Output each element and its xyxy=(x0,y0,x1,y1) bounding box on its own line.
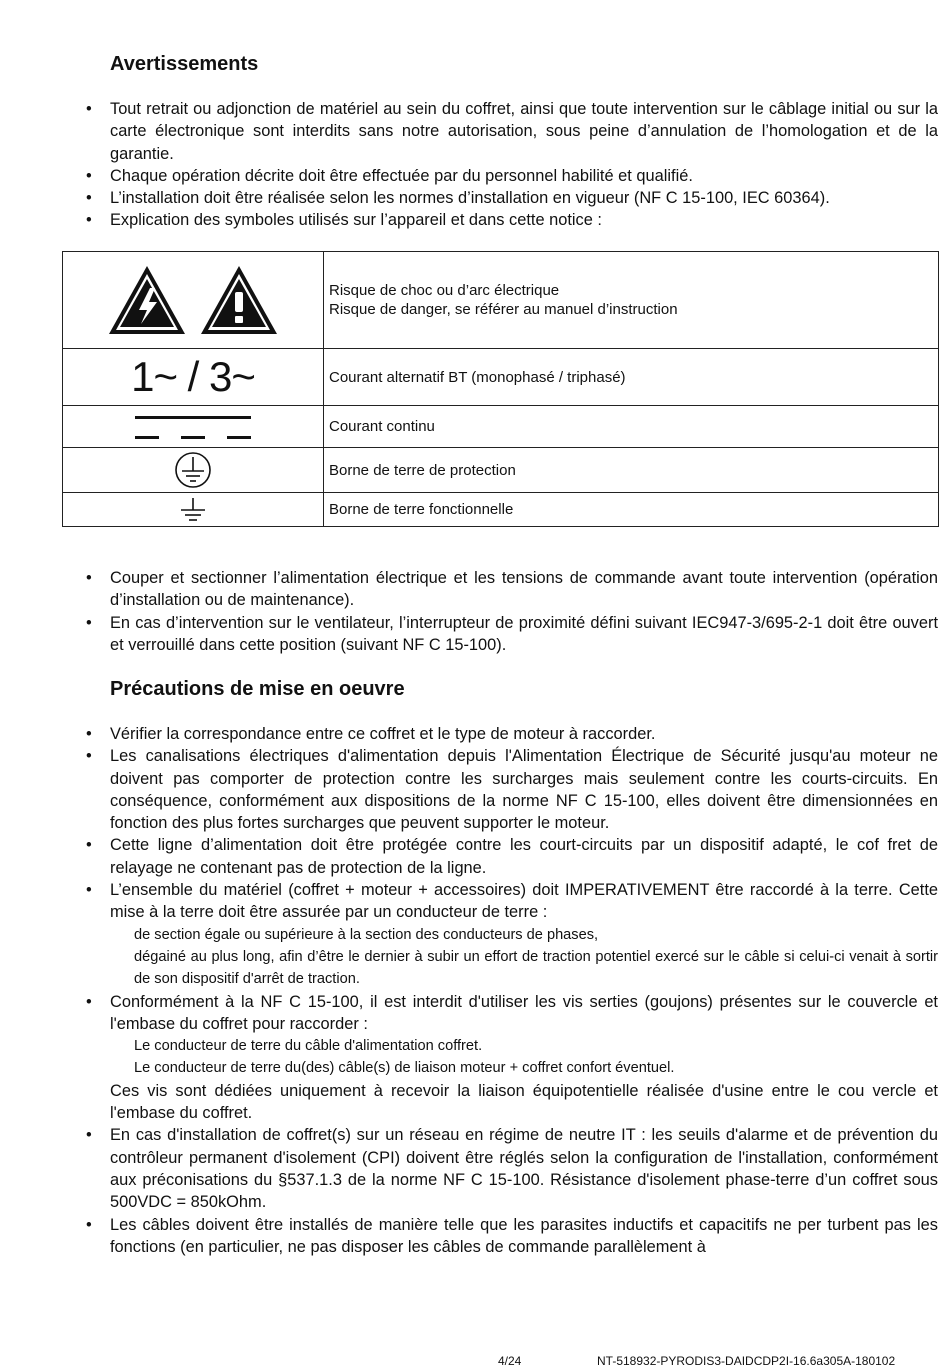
table-row xyxy=(63,406,939,448)
section-title-avertissements: Avertissements xyxy=(110,53,259,75)
list-item: • Les canalisations électriques d'alimentation depuis l'Alimentation Électrique de Sécurité jusqu'au moteur ne doivent pas comporter de protection contre les surcharges mais seulement contre les courts-circuits. En conséquence, conformément aux dispositions de la norme NF C 15-100, elles doivent être dimensionnées en fonction des plus fortes surcharges que peuvent supporter le moteur. xyxy=(86,745,938,834)
section-title-precautions: Précautions de mise en oeuvre xyxy=(110,678,405,700)
list-item: • L’installation doit être réalisée selon les normes d’installation en vigueur (NF C 15-100, IEC 60364). xyxy=(86,187,938,209)
symbol-description xyxy=(324,493,939,527)
symbol-description xyxy=(324,406,939,448)
sub-item: de section égale ou supérieure à la section des conducteurs de phases, xyxy=(134,926,599,943)
symbol-description xyxy=(324,252,939,349)
table-row xyxy=(63,493,939,527)
electric-shock-warning-icon xyxy=(107,264,187,336)
list-item: • Explication des symboles utilisés sur l’appareil et dans cette notice : xyxy=(86,209,938,231)
dc-current-icon xyxy=(133,412,253,442)
list-item: • Couper et sectionner l’alimentation électrique et les tensions de commande avant toute intervention (opération d’installation ou de maintenance). xyxy=(86,567,938,612)
description-line: Courant alternatif BT (monophasé / triphasé) xyxy=(329,368,626,386)
list-item: • En cas d’intervention sur le ventilateur, l’interrupteur de proximité défini suivant IEC947-3/695-2-1 doit être ouvert et verrouillé dans cette position (suivant NF C 15-100). xyxy=(86,612,938,657)
description-line: Risque de choc ou d’arc électrique xyxy=(329,282,560,299)
list-item-text: • L’ensemble du matériel (coffret + moteur + accessoires) doit IMPERATIVEMENT être raccordé à la terre. Cette mise à la terre doit être assurée par un conducteur de terre : xyxy=(110,881,938,922)
protective-earth-icon xyxy=(173,450,213,490)
footer-document-reference: NT-518932-PYRODIS3-DAIDCDP2I-16.6a305A-180102 xyxy=(597,1354,896,1368)
sub-item: Le conducteur de terre du(des) câble(s) de liaison moteur + coffret confort éventuel. xyxy=(134,1060,675,1077)
table-row xyxy=(63,349,939,406)
list-item: • Chaque opération décrite doit être effectuée par du personnel habilité et qualifié. xyxy=(86,165,938,187)
list-item xyxy=(86,991,938,1125)
ac-current-symbol: 1~ / 3~ xyxy=(131,353,255,400)
description-line: Risque de danger, se référer au manuel d’instruction xyxy=(329,301,678,318)
danger-warning-icon xyxy=(199,264,279,336)
list-item: • Vérifier la correspondance entre ce coffret et le type de moteur à raccorder. xyxy=(86,723,938,745)
functional-earth-icon xyxy=(178,496,208,524)
table-row xyxy=(63,252,939,349)
symbol-cell xyxy=(63,406,324,448)
list-item xyxy=(86,879,938,990)
symbols-table xyxy=(62,251,939,527)
list-item: • Les câbles doivent être installés de manière telle que les parasites inductifs et capacitifs ne per turbent pas les fonctions (en particulier, ne pas disposer les câbles de commande parallèlement à xyxy=(86,1214,938,1259)
symbol-cell xyxy=(63,493,324,527)
list-item: • En cas d'installation de coffret(s) sur un réseau en régime de neutre IT : les seuils d'alarme et de prévention du contrôleur permanent d'isolement (CPI) doivent être réglés selon la configuration de l'installation, conformément aux préconisations du §537.1.3 de la norme NF C 15-100. Résistance d'isolement phase-terre d’un coffret sous 500VDC = 850kOhm. xyxy=(86,1124,938,1213)
safety-list xyxy=(86,567,938,656)
symbol-cell xyxy=(63,448,324,493)
symbol-description xyxy=(324,349,939,406)
list-item: • Cette ligne d’alimentation doit être protégée contre les court-circuits par un dispositif adapté, le cof fret de relayage ne contenant pas de protection de la ligne. xyxy=(86,834,938,879)
list-item-text: • Conformément à la NF C 15-100, il est interdit d'utiliser les vis serties (goujons) présentes sur le couvercle et l'embase du coffret pour raccorder : xyxy=(110,992,938,1033)
list-item-note: Ces vis sont dédiées uniquement à recevoir la liaison équipotentielle réalisée d'usine entre le cou vercle et l'embase du coffret. xyxy=(110,1081,938,1123)
footer-page-number: 4/24 xyxy=(498,1354,522,1368)
sub-item: dégainé au plus long, afin d’être le dernier à subir un effort de traction potentiel exercé sur le câble si celui-ci venait à sortir de son dispositif d'arrêt de traction. xyxy=(134,948,938,988)
warnings-list xyxy=(86,98,938,232)
description-line: Borne de terre fonctionnelle xyxy=(329,501,514,518)
symbol-cell xyxy=(63,349,324,406)
precautions-list xyxy=(86,723,938,1258)
symbol-description xyxy=(324,448,939,493)
list-item: • Tout retrait ou adjonction de matériel au sein du coffret, ainsi que toute intervention sur le câblage initial ou sur la carte électronique sont interdits sans notre autorisation, sous peine d’annulation de l’homologation et de la garantie. xyxy=(86,98,938,165)
table-row xyxy=(63,448,939,493)
description-line: Courant continu xyxy=(329,418,435,435)
sub-item: Le conducteur de terre du câble d'alimentation coffret. xyxy=(134,1038,483,1055)
description-line: Borne de terre de protection xyxy=(329,461,516,479)
symbol-cell xyxy=(63,252,324,349)
